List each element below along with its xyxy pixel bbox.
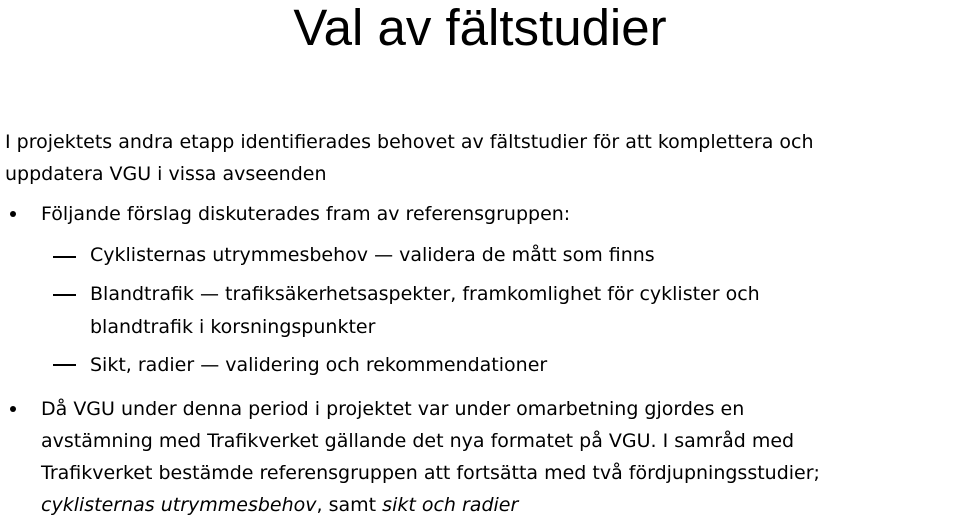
intro-line-2: uppdatera VGU i vissa avseenden xyxy=(5,163,327,185)
dash-icon xyxy=(53,364,76,366)
study-space-needs: cyklisternas utrymmesbehov xyxy=(41,494,317,516)
coordination-line-4 xyxy=(41,489,956,521)
dash-icon xyxy=(53,256,76,258)
slide-title: Val av fältstudier xyxy=(293,0,667,56)
bullet-text-proposals: Följande förslag diskuterades fram av referensgruppen: xyxy=(41,203,571,225)
bullet-dot-icon xyxy=(10,211,16,217)
sub-item-visibility: Sikt, radier — validering och rekommendationer xyxy=(90,354,548,376)
coordination-connector: , samt xyxy=(316,494,383,516)
coordination-line-3: Trafikverket bestämde referensgruppen att fortsätta med två fördjupningsstudier; xyxy=(41,462,820,484)
sub-item-mixed-traffic-cont: blandtrafik i korsningspunkter xyxy=(90,316,376,338)
coordination-paragraph xyxy=(41,393,956,521)
study-visibility: sikt och radier xyxy=(382,494,519,516)
sub-item-mixed-traffic: Blandtrafik — trafiksäkerhetsaspekter, framkomlighet för cyklister och xyxy=(90,283,760,305)
coordination-line-1: Då VGU under denna period i projektet var under omarbetning gjordes en xyxy=(41,398,745,420)
intro-line-1: I projektets andra etapp identifierades behovet av fältstudier för att komplettera och xyxy=(5,131,814,153)
dash-icon xyxy=(53,294,76,296)
bullet-dot-icon xyxy=(10,406,16,412)
intro-paragraph xyxy=(5,126,955,190)
sub-item-space-needs: Cyklisternas utrymmesbehov — validera de mått som finns xyxy=(90,244,655,266)
coordination-line-2: avstämning med Trafikverket gällande det nya formatet på VGU. I samråd med xyxy=(41,430,795,452)
